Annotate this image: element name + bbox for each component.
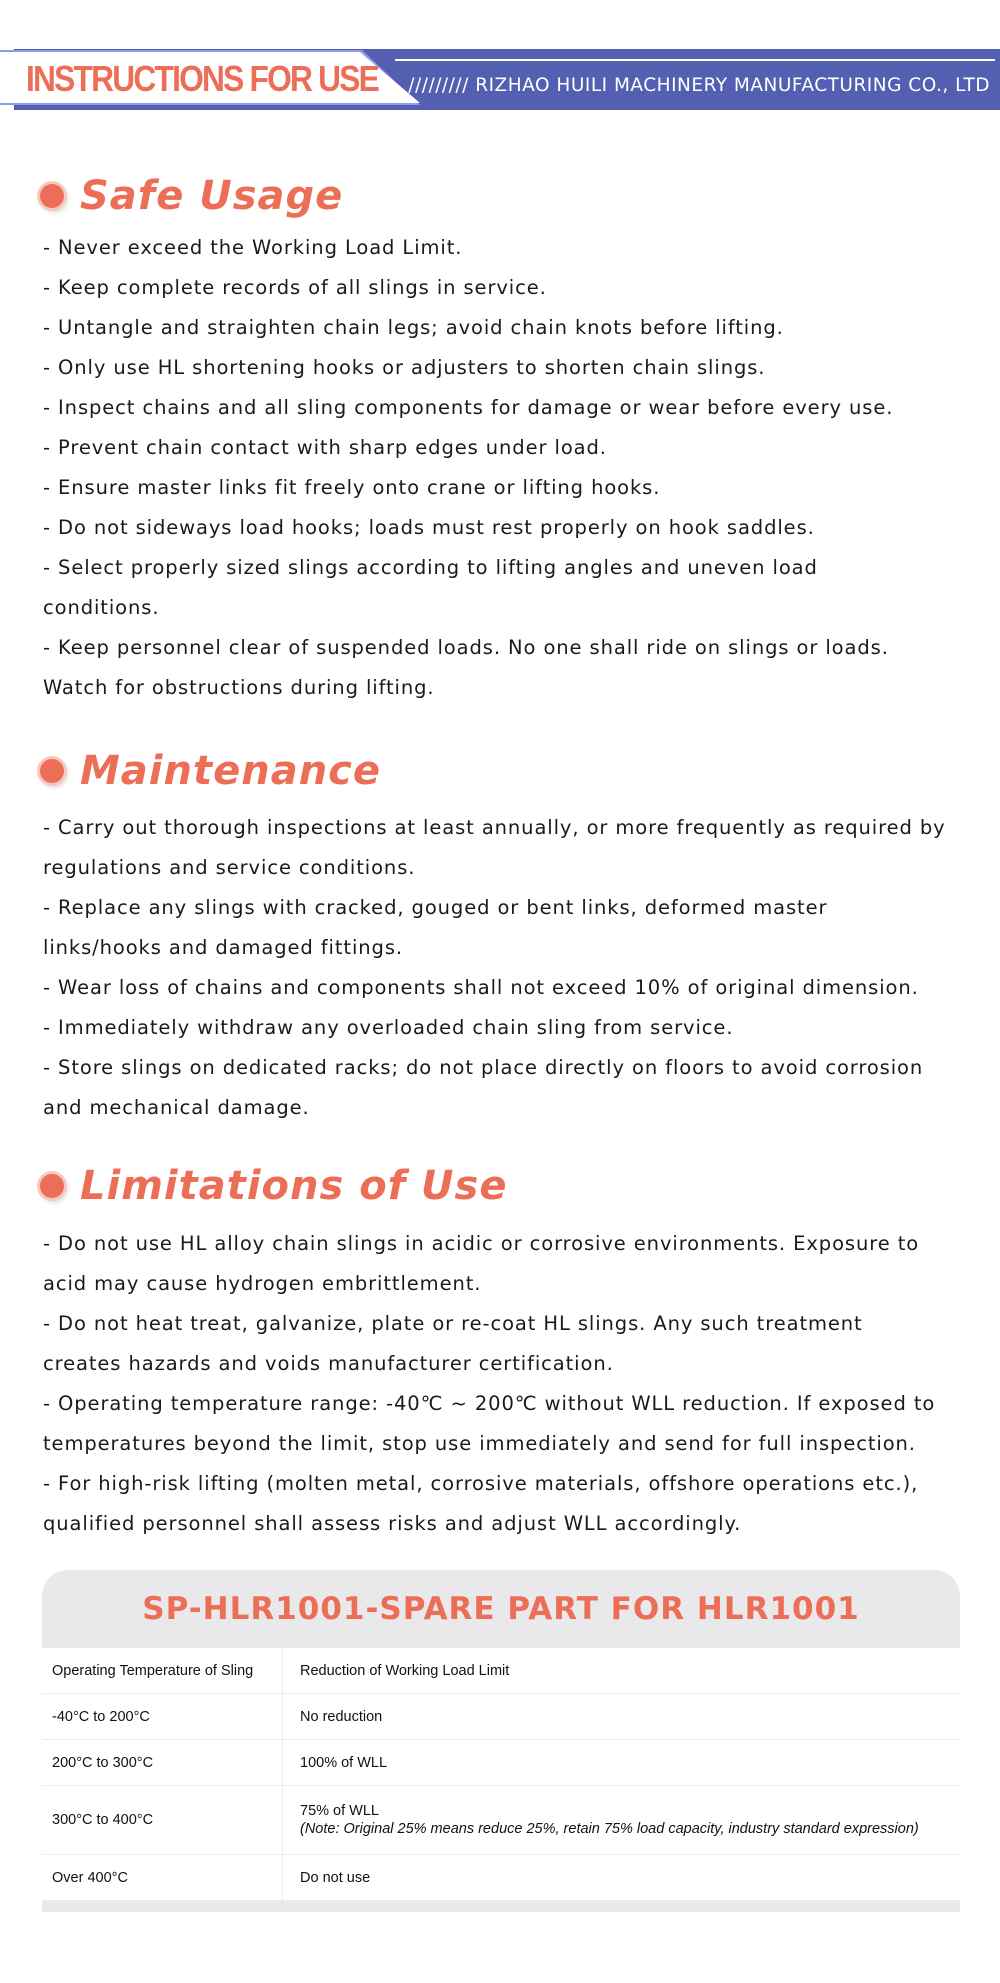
section-safe-usage-heading: [40, 172, 343, 220]
reduction-value: 75% of WLL: [300, 1803, 379, 1819]
column-header: Reduction of Working Load Limit: [283, 1648, 961, 1694]
reduction-note: (Note: Original 25% means reduce 25%, retain 75% load capacity, industry standard expression): [300, 1821, 919, 1837]
list-item: - Only use HL shortening hooks or adjusters to shorten chain slings.: [43, 356, 766, 379]
list-item: - Never exceed the Working Load Limit.: [43, 236, 463, 259]
list-item: - Carry out thorough inspections at least annually, or more frequently as required by regulations and service conditions.: [43, 816, 946, 879]
section-title: Safe Usage: [80, 173, 344, 219]
bullet-dot-icon: [40, 759, 64, 783]
list-item: - Do not heat treat, galvanize, plate or re-coat HL slings. Any such treatment creates hazards and voids manufacturer certification.: [43, 1312, 863, 1375]
card-header: [42, 1570, 960, 1648]
list-item: - Immediately withdraw any overloaded chain sling from service.: [43, 1016, 734, 1039]
section-maintenance-list: [43, 808, 963, 1128]
section-title: Maintenance: [80, 748, 382, 794]
list-item: - Do not sideways load hooks; loads must rest properly on hook saddles.: [43, 516, 815, 539]
temperature-cell: Over 400°C: [42, 1855, 283, 1901]
table-row: [42, 1855, 960, 1901]
list-item: - For high-risk lifting (molten metal, corrosive materials, offshore operations etc.), qualified personnel shall assess risks and adjust WLL accordingly.: [43, 1472, 919, 1535]
list-item: - Store slings on dedicated racks; do not place directly on floors to avoid corrosion and mechanical damage.: [43, 1056, 924, 1119]
list-item: - Keep complete records of all slings in service.: [43, 276, 547, 299]
section-limitations-list: [43, 1224, 963, 1544]
table-header-row: [42, 1648, 960, 1694]
reduction-cell: 100% of WLL: [283, 1740, 961, 1786]
bullet-dot-icon: [40, 184, 64, 208]
list-item: - Prevent chain contact with sharp edges under load.: [43, 436, 607, 459]
company-name: ///////// RIZHAO HUILI MACHINERY MANUFACTURING CO., LTD: [408, 75, 990, 96]
table-row: [42, 1694, 960, 1740]
list-item: - Untangle and straighten chain legs; avoid chain knots before lifting.: [43, 316, 784, 339]
list-item: - Select properly sized slings according to lifting angles and uneven load conditions.: [43, 556, 818, 619]
reduction-cell: Do not use: [283, 1855, 961, 1901]
table-row: [42, 1740, 960, 1786]
bullet-dot-icon: [40, 1174, 64, 1198]
list-item: - Do not use HL alloy chain slings in acidic or corrosive environments. Exposure to acid may cause hydrogen embrittlement.: [43, 1232, 920, 1295]
section-maintenance-heading: [40, 747, 381, 795]
page-title: INSTRUCTIONS FOR USE: [26, 58, 379, 99]
table-row: [42, 1786, 960, 1855]
temperature-cell: 300°C to 400°C: [42, 1786, 283, 1855]
reduction-cell: [283, 1786, 961, 1855]
reduction-cell: No reduction: [283, 1694, 961, 1740]
card-title: SP-HLR1001-SPARE PART FOR HLR1001: [142, 1591, 860, 1627]
temperature-cell: 200°C to 300°C: [42, 1740, 283, 1786]
list-item: - Operating temperature range: -40℃ ~ 200℃ without WLL reduction. If exposed to temperatures beyond the limit, stop use immediately and send for full inspection.: [43, 1392, 936, 1455]
card-footer: [42, 1901, 960, 1912]
list-item: - Ensure master links fit freely onto crane or lifting hooks.: [43, 476, 661, 499]
section-limitations-heading: [40, 1162, 507, 1210]
list-item: - Inspect chains and all sling components for damage or wear before every use.: [43, 396, 894, 419]
column-header: Operating Temperature of Sling: [42, 1648, 283, 1694]
list-item: - Keep personnel clear of suspended loads. No one shall ride on slings or loads. Watch for obstructions during lifting.: [43, 636, 889, 699]
spare-part-card: [42, 1570, 960, 1908]
list-item: - Wear loss of chains and components shall not exceed 10% of original dimension.: [43, 976, 919, 999]
temperature-cell: -40°C to 200°C: [42, 1694, 283, 1740]
section-title: Limitations of Use: [80, 1163, 508, 1209]
list-item: - Replace any slings with cracked, gouged or bent links, deformed master links/hooks and damaged fittings.: [43, 896, 828, 959]
temperature-table: [42, 1648, 960, 1901]
section-safe-usage-list: [43, 228, 963, 708]
banner-rule: [395, 59, 995, 61]
